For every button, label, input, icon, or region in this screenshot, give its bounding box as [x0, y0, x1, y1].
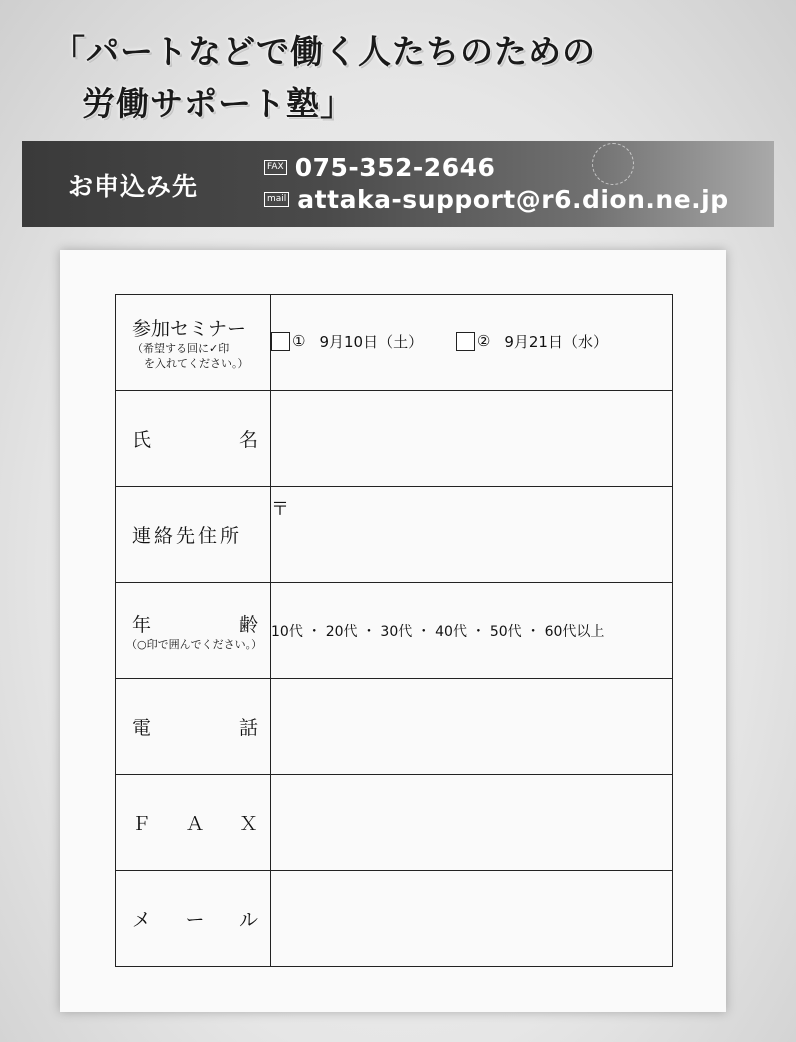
application-form-table: [115, 294, 673, 967]
contact-banner: [22, 141, 774, 227]
address-label-cell: [116, 487, 271, 583]
title-line-1: 「パートなどで働く人たちのための: [52, 32, 596, 71]
title-line-2: 労働サポート塾」: [82, 84, 354, 123]
email-label-char-2: ー: [185, 909, 205, 931]
email-label-char-1: メ: [132, 909, 152, 931]
name-row: [116, 391, 673, 487]
application-form-card: [60, 250, 726, 1012]
age-choices-cell[interactable]: [271, 583, 673, 679]
checkbox-seminar-1[interactable]: [271, 332, 290, 351]
email-row: [116, 871, 673, 967]
fax-label-char-2: Ａ: [185, 813, 205, 835]
fax-field[interactable]: [271, 775, 673, 871]
seminar-option-1[interactable]: [271, 331, 423, 352]
name-label-cell: [116, 391, 271, 487]
seminar-option-2-number: ②: [476, 332, 491, 350]
address-row: [116, 487, 673, 583]
seminar-note-line-1: （希望する回に✓印: [132, 342, 230, 355]
fax-icon: FAX: [264, 160, 287, 175]
checkbox-seminar-2[interactable]: [456, 332, 475, 351]
fax-label-cell: [116, 775, 271, 871]
seminar-note-line-2: を入れてください。）: [144, 357, 249, 370]
fax-form-row: [116, 775, 673, 871]
seminar-option-1-date: 9月10日（土）: [319, 332, 424, 351]
seminar-options-cell: [271, 295, 673, 391]
phone-row: [116, 679, 673, 775]
age-choices[interactable]: 10代 ・ 20代 ・ 30代 ・ 40代 ・ 50代 ・ 60代以上: [271, 623, 605, 640]
contact-label: お申込み先: [68, 172, 199, 201]
seminar-option-1-number: ①: [292, 332, 306, 350]
address-label: 連絡先住所: [132, 525, 243, 547]
email-field[interactable]: [271, 871, 673, 967]
name-label-char-2: 名: [238, 429, 258, 451]
mail-row: [264, 185, 729, 214]
name-field[interactable]: [271, 391, 673, 487]
phone-field[interactable]: [271, 679, 673, 775]
age-row: [116, 583, 673, 679]
seminar-option-2-date: 9月21日（水）: [504, 332, 608, 351]
age-label-char-1: 年: [132, 613, 152, 636]
email-label-cell: [116, 871, 271, 967]
light-burst-decoration: [592, 143, 634, 185]
fax-label-char-3: Ｘ: [238, 813, 258, 835]
age-note: （○印で囲んでください。）: [126, 637, 263, 651]
phone-label-cell: [116, 679, 271, 775]
seminar-label-cell: [116, 295, 271, 391]
email-label-char-3: ル: [238, 909, 258, 931]
email-address[interactable]: attaka-support@r6.dion.ne.jp: [297, 185, 729, 214]
seminar-row: [116, 295, 673, 391]
fax-number: 075-352-2646: [294, 153, 496, 182]
postal-mark: 〒: [271, 498, 289, 520]
age-label-cell: [116, 583, 271, 679]
seminar-option-2[interactable]: [456, 331, 608, 352]
phone-label-char-2: 話: [238, 717, 258, 739]
fax-row: [264, 153, 495, 182]
age-label-char-2: 齢: [238, 613, 258, 636]
phone-label-char-1: 電: [132, 717, 152, 739]
mail-icon: mail: [264, 192, 289, 207]
address-field[interactable]: [271, 487, 673, 583]
fax-label-char-1: Ｆ: [132, 813, 152, 835]
seminar-label: 参加セミナー: [132, 318, 247, 340]
flyer-title: [52, 26, 772, 130]
name-label-char-1: 氏: [132, 429, 152, 451]
